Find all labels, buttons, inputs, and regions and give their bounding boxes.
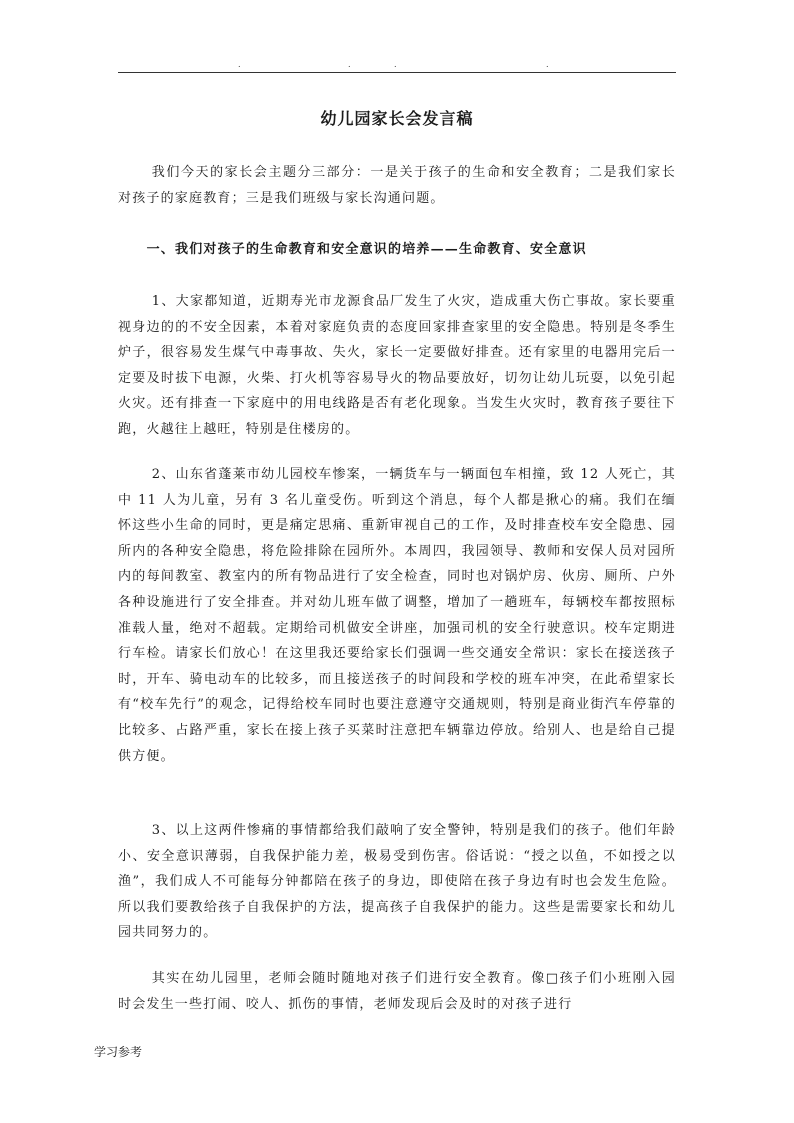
paragraph-text: 其实在幼儿园里，老师会随时随地对孩子们进行安全教育。像□孩子们小班刚入园时会发生一些打闹、咬人、抓伤的事情，老师发现后会及时的对孩子进行 (118, 971, 676, 1012)
paragraph-kindergarten (118, 966, 676, 1017)
paragraph-text: 3、以上这两件惨痛的事情都给我们敲响了安全警钟，特别是我们的孩子。他们年龄小、安全意识薄弱，自我保护能力差，极易受到伤害。俗话说：“授之以鱼，不如授之以渔”，我们成人不可能每分钟都陪在孩子的身边，即使陪在孩子身边有时也会发生危险。所以我们要教给孩子自我保护的方法，提高孩子自我保护的能力。这些是需要家长和幼儿园共同努力的。 (118, 823, 676, 941)
section-heading: 一、我们对孩子的生命教育和安全意识的培养——生命教育、安全意识 (146, 242, 587, 257)
paragraph-self-protection (118, 818, 676, 946)
paragraph-school-bus (118, 462, 676, 769)
header-dot: . (394, 60, 397, 69)
intro-paragraph (118, 160, 676, 211)
header-rule (118, 72, 676, 73)
header-dot: . (238, 60, 241, 69)
intro-text: 我们今天的家长会主题分三部分：一是关于孩子的生命和安全教育；二是我们家长对孩子的家庭教育；三是我们班级与家长沟通问题。 (118, 165, 676, 206)
header-dot: . (348, 60, 351, 69)
paragraph-text: 1、大家都知道，近期寿光市龙源食品厂发生了火灾，造成重大伤亡事故。家长要重视身边的的不安全因素，本着对家庭负责的态度回家排查家里的安全隐患。特别是冬季生炉子，很容易发生煤气中毒事故、失火，家长一定要做好排查。还有家里的电器用完后一定要及时拔下电源，火柴、打火机等容易导火的物品要放好，切勿让幼儿玩耍，以免引起火灾。还有排查一下家庭中的用电线路是否有老化现象。当发生火灾时，教育孩子要往下跑，火越往上越旺，特别是住楼房的。 (118, 294, 676, 437)
document-title: 幼儿园家长会发言稿 (320, 109, 474, 128)
paragraph-fire-safety (118, 289, 676, 443)
header-dots (0, 60, 794, 72)
paragraph-text: 2、山东省蓬莱市幼儿园校车惨案，一辆货车与一辆面包车相撞，致 12 人死亡，其中 11 人为儿童，另有 3 名儿童受伤。听到这个消息，每个人都是揪心的痛。我们在缅怀这些小生命的同时，更是痛定思痛、重新审视自己的工作，及时排查校车安全隐患、园所内的各种安全隐患，将危险排除在园所外。本周四，我园领导、教师和安保人员对园所内的每间教室、教室内的所有物品进行了安全检查，同时也对锅炉房、伙房、厕所、户外各种设施进行了安全排查。并对幼儿班车做了调整，增加了一趟班车，每辆校车都按照标准载人量，绝对不超载。定期给司机做安全讲座，加强司机的安全行驶意识。校车定期进行车检。请家长们放心！在这里我还要给家长们强调一些交通安全常识：家长在接送孩子时，开车、骑电动车的比较多，而且接送孩子的时间段和学校的班车冲突，在此希望家长有“校车先行”的观念，记得给校车同时也要注意遵守交通规则，特别是商业街汽车停靠的比较多、占路严重，家长在接上孩子买菜时注意把车辆靠边停放。给别人、也是给自己提供方便。 (118, 467, 676, 764)
footer-label: 学习参考 (94, 1045, 143, 1059)
header-dot: . (546, 60, 549, 69)
